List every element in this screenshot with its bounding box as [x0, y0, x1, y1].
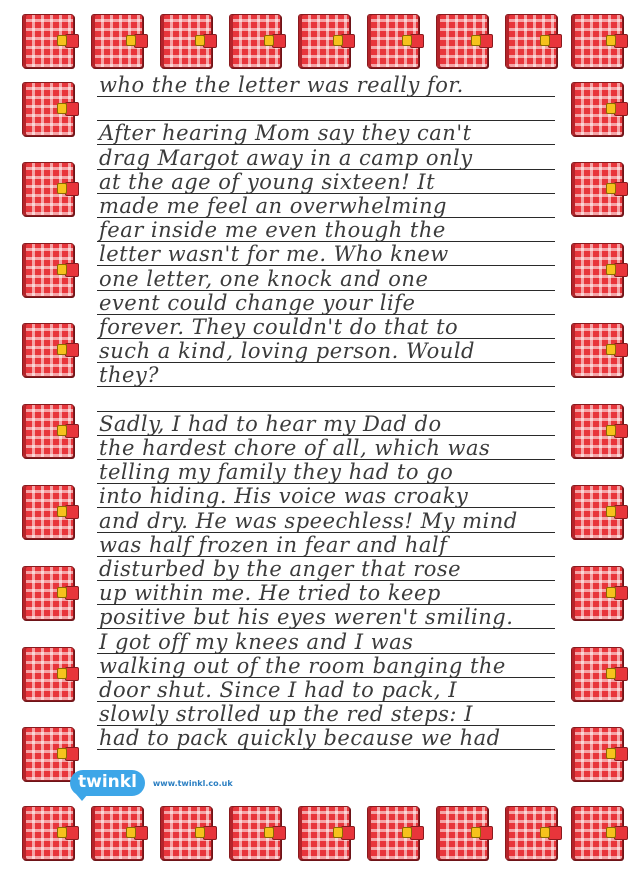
- diary-strap: [134, 826, 148, 840]
- diary-clasp-icon: [333, 35, 343, 46]
- diary-strap: [65, 182, 79, 196]
- handwritten-line: I got off my knees and I was: [99, 629, 414, 654]
- diary-clasp-icon: [57, 35, 67, 46]
- handwritten-line: event could change your life: [99, 290, 416, 315]
- handwritten-line: disturbed by the anger that rose: [99, 557, 462, 581]
- diary-icon: [505, 806, 557, 860]
- diary-clasp-icon: [57, 344, 67, 355]
- diary-icon: [22, 162, 74, 216]
- diary-clasp-icon: [606, 183, 616, 194]
- diary-strap: [614, 826, 628, 840]
- handwritten-line: and dry. He was speechless! My mind: [99, 508, 518, 533]
- diary-strap: [272, 34, 286, 48]
- diary-clasp-icon: [126, 827, 136, 838]
- diary-icon: [505, 14, 557, 68]
- diary-clasp-icon: [606, 103, 616, 114]
- diary-icon: [22, 566, 74, 620]
- diary-strap: [65, 826, 79, 840]
- twinkl-url: www.twinkl.co.uk: [152, 778, 233, 788]
- handwritten-line: who the the letter was really for.: [99, 73, 464, 97]
- handwritten-line: [99, 97, 553, 121]
- diary-strap: [614, 667, 628, 681]
- diary-icon: [571, 243, 623, 297]
- handwritten-line: positive but his eyes weren't smiling.: [99, 605, 514, 630]
- diary-clasp-icon: [471, 35, 481, 46]
- diary-strap: [410, 34, 424, 48]
- diary-strap: [614, 424, 628, 438]
- ruled-line: [97, 749, 555, 750]
- diary-strap: [65, 667, 79, 681]
- diary-icon: [571, 727, 623, 781]
- diary-icon: [571, 806, 623, 860]
- diary-clasp-icon: [57, 183, 67, 194]
- diary-strap: [479, 34, 493, 48]
- diary-icon: [22, 647, 74, 701]
- diary-clasp-icon: [264, 827, 274, 838]
- diary-clasp-icon: [57, 587, 67, 598]
- diary-strap: [614, 102, 628, 116]
- handwritten-line: into hiding. His voice was croaky: [99, 484, 469, 509]
- diary-strap: [614, 586, 628, 600]
- diary-strap: [272, 826, 286, 840]
- diary-strap: [548, 826, 562, 840]
- diary-clasp-icon: [57, 425, 67, 436]
- diary-clasp-icon: [126, 35, 136, 46]
- diary-icon: [22, 14, 74, 68]
- diary-strap: [341, 826, 355, 840]
- handwritten-line: walking out of the room banging the: [99, 653, 506, 678]
- handwritten-line: drag Margot away in a camp only: [99, 145, 473, 170]
- diary-icon: [571, 566, 623, 620]
- diary-clasp-icon: [333, 827, 343, 838]
- diary-strap: [614, 505, 628, 519]
- handwritten-line: fear inside me even though the: [99, 218, 446, 243]
- diary-clasp-icon: [57, 668, 67, 679]
- diary-strap: [548, 34, 562, 48]
- diary-icon: [367, 806, 419, 860]
- diary-clasp-icon: [195, 827, 205, 838]
- diary-icon: [91, 806, 143, 860]
- diary-clasp-icon: [606, 35, 616, 46]
- diary-strap: [614, 343, 628, 357]
- diary-clasp-icon: [471, 827, 481, 838]
- diary-clasp-icon: [57, 264, 67, 275]
- diary-icon: [436, 806, 488, 860]
- diary-clasp-icon: [264, 35, 274, 46]
- diary-clasp-icon: [606, 748, 616, 759]
- diary-icon: [22, 727, 74, 781]
- diary-strap: [341, 34, 355, 48]
- handwritten-line: telling my family they had to go: [99, 460, 454, 485]
- diary-icon: [160, 806, 212, 860]
- diary-icon: [436, 14, 488, 68]
- handwritten-line: After hearing Mom say they can't: [99, 121, 472, 146]
- diary-icon: [571, 162, 623, 216]
- diary-clasp-icon: [57, 827, 67, 838]
- diary-strap: [614, 34, 628, 48]
- diary-strap: [614, 263, 628, 277]
- diary-clasp-icon: [57, 748, 67, 759]
- diary-clasp-icon: [402, 35, 412, 46]
- diary-strap: [203, 826, 217, 840]
- diary-strap: [614, 747, 628, 761]
- handwritten-line: forever. They couldn't do that to: [99, 315, 459, 339]
- diary-strap: [65, 102, 79, 116]
- diary-icon: [571, 14, 623, 68]
- diary-strap: [65, 505, 79, 519]
- diary-icon: [22, 323, 74, 377]
- diary-strap: [410, 826, 424, 840]
- diary-icon: [229, 806, 281, 860]
- handwritten-line: the hardest chore of all, which was: [99, 436, 491, 460]
- diary-icon: [22, 404, 74, 458]
- handwritten-line: such a kind, loving person. Would: [99, 339, 475, 364]
- twinkl-logo: twinkl: [70, 770, 145, 796]
- diary-strap: [65, 747, 79, 761]
- diary-clasp-icon: [195, 35, 205, 46]
- handwritten-line: was half frozen in fear and half: [99, 532, 448, 557]
- diary-clasp-icon: [606, 425, 616, 436]
- diary-strap: [65, 34, 79, 48]
- diary-clasp-icon: [57, 506, 67, 517]
- handwritten-line: letter wasn't for me. Who knew: [99, 242, 449, 267]
- handwritten-line: slowly strolled up the red steps: I: [99, 702, 473, 727]
- diary-strap: [65, 586, 79, 600]
- diary-icon: [22, 485, 74, 539]
- diary-strap: [203, 34, 217, 48]
- diary-clasp-icon: [606, 506, 616, 517]
- diary-icon: [571, 485, 623, 539]
- diary-clasp-icon: [540, 827, 550, 838]
- handwritten-line: [99, 388, 553, 412]
- diary-icon: [571, 647, 623, 701]
- diary-icon: [571, 404, 623, 458]
- diary-strap: [614, 182, 628, 196]
- diary-clasp-icon: [606, 827, 616, 838]
- diary-clasp-icon: [402, 827, 412, 838]
- diary-clasp-icon: [606, 344, 616, 355]
- diary-clasp-icon: [540, 35, 550, 46]
- diary-icon: [22, 243, 74, 297]
- diary-clasp-icon: [57, 103, 67, 114]
- diary-clasp-icon: [606, 668, 616, 679]
- twinkl-branding: [70, 770, 233, 796]
- diary-icon: [22, 82, 74, 136]
- diary-strap: [479, 826, 493, 840]
- diary-strap: [134, 34, 148, 48]
- diary-icon: [367, 14, 419, 68]
- handwritten-line: had to pack quickly because we had: [99, 726, 501, 751]
- diary-icon: [571, 82, 623, 136]
- diary-clasp-icon: [606, 264, 616, 275]
- diary-strap: [65, 343, 79, 357]
- diary-clasp-icon: [606, 587, 616, 598]
- handwritten-line: door shut. Since I had to pack, I: [99, 678, 458, 702]
- diary-icon: [229, 14, 281, 68]
- diary-icon: [160, 14, 212, 68]
- handwritten-text-area: [97, 72, 555, 772]
- handwritten-line: at the age of young sixteen! It: [99, 169, 436, 194]
- diary-strap: [65, 424, 79, 438]
- handwritten-line: they?: [99, 363, 160, 388]
- handwritten-line: one letter, one knock and one: [99, 266, 429, 291]
- diary-icon: [91, 14, 143, 68]
- diary-icon: [22, 806, 74, 860]
- handwritten-line: up within me. He tried to keep: [99, 581, 441, 606]
- diary-icon: [298, 806, 350, 860]
- diary-icon: [298, 14, 350, 68]
- diary-strap: [65, 263, 79, 277]
- diary-icon: [571, 323, 623, 377]
- handwritten-line: Sadly, I had to hear my Dad do: [99, 411, 442, 436]
- handwritten-line: made me feel an overwhelming: [99, 194, 447, 218]
